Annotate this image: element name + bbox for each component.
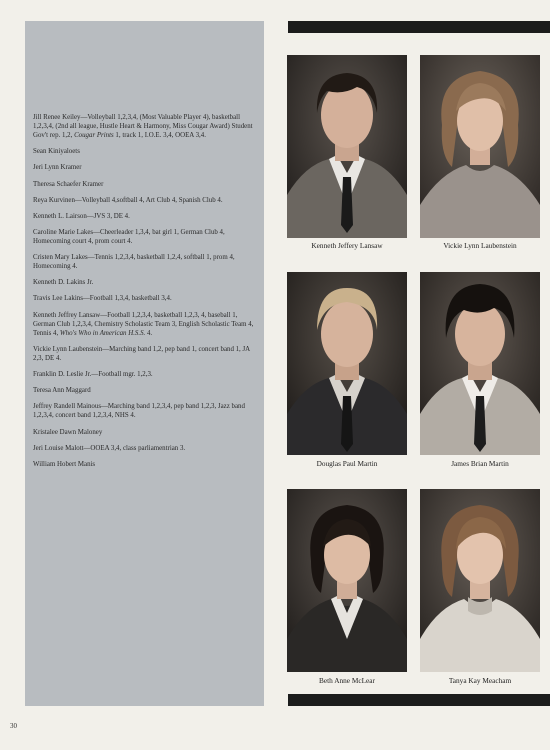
biography-entry: Franklin D. Leslie Jr.—Football mgr. 1,2,3. xyxy=(33,371,153,379)
top-rule-bar xyxy=(288,21,550,33)
biography-entry: Reya Kurvinen—Volleyball 4,softball 4, Art Club 4, Spanish Club 4. xyxy=(33,196,223,204)
portrait-name: Tanya Kay Meacham xyxy=(448,676,512,685)
biography-entry: William Hobert Manis xyxy=(33,460,96,468)
biography-entry: Sean Kiniyaloets xyxy=(33,148,80,156)
portrait-name: Vickie Lynn Laubenstein xyxy=(443,241,517,250)
portrait-photo xyxy=(420,55,540,238)
biography-entry: Kenneth Jeffrey Lansaw—Football 1,2,3,4, basketball 1,2,3, 4, baseball 1, German Club 1,2,3,4, Chemistry Scholastic Team 3, English Scholastic Team 4, Tennis 4, Who's Who in American H.S.S. 4. xyxy=(33,311,254,337)
biography-entry: Kenneth D. Lakins Jr. xyxy=(33,279,94,287)
portrait-photo xyxy=(287,272,407,455)
biography-entry: Jeffrey Randell Mainous—Marching band 1,2,3,4, pep band 1,2,3, Jazz band 1,2,3,4, concert band 1,2,3,4, NHS 4. xyxy=(33,403,245,420)
portrait-name: Beth Anne McLear xyxy=(319,676,375,685)
portrait-photo xyxy=(420,272,540,455)
page-number: 30 xyxy=(10,722,17,730)
bottom-rule-bar xyxy=(288,694,550,706)
biography-entry: Vickie Lynn Laubenstein—Marching band 1,2, pep band 1, concert band 1, JA 2,3, DE 4. xyxy=(33,345,250,362)
biography-entry: Travis Lee Lakins—Football 1,3,4, basketball 3,4. xyxy=(33,295,172,303)
biography-entry: Teresa Ann Maggard xyxy=(33,387,91,395)
biography-entry: Kristalee Dawn Maloney xyxy=(33,428,103,436)
biography-entry: Jeri Louise Malott—OOEA 3,4, class parliamentrian 3. xyxy=(33,444,186,452)
portrait-name: Douglas Paul Martin xyxy=(316,459,378,468)
portrait-photo xyxy=(420,489,540,672)
biography-entry: Jill Renee Keiley—Volleyball 1,2,3,4, (Most Valuable Player 4), basketball 1,2,3,4, (2nd all league, Hustle Heart & Harmony, Miss Cougar Award) Student Gov't rep. 1,2, Cougar Prints 1, track 1, I.O.E. 3,4, OOEA 3,4. xyxy=(33,114,253,140)
portrait-photo xyxy=(287,55,407,238)
portrait-name: James Brian Martin xyxy=(451,459,509,468)
biography-entry: Theresa Schaefer Kramer xyxy=(33,180,104,188)
biography-entry: Jeri Lynn Kramer xyxy=(33,164,82,172)
biography-list xyxy=(33,113,259,476)
biography-entry: Kenneth L. Lairson—JVS 3, DE 4. xyxy=(33,212,130,220)
biography-entry: Cristen Mary Lakes—Tennis 1,2,3,4, basketball 1,2,4, softball 1, prom 4, Homecoming 4. xyxy=(33,254,235,271)
portrait-name: Kenneth Jeffery Lansaw xyxy=(311,241,383,250)
biography-entry: Caroline Marie Lakes—Cheerleader 1,3,4, bat girl 1, German Club 4, Homecoming court 4, prom court 4. xyxy=(33,228,225,245)
portrait-photo xyxy=(287,489,407,672)
